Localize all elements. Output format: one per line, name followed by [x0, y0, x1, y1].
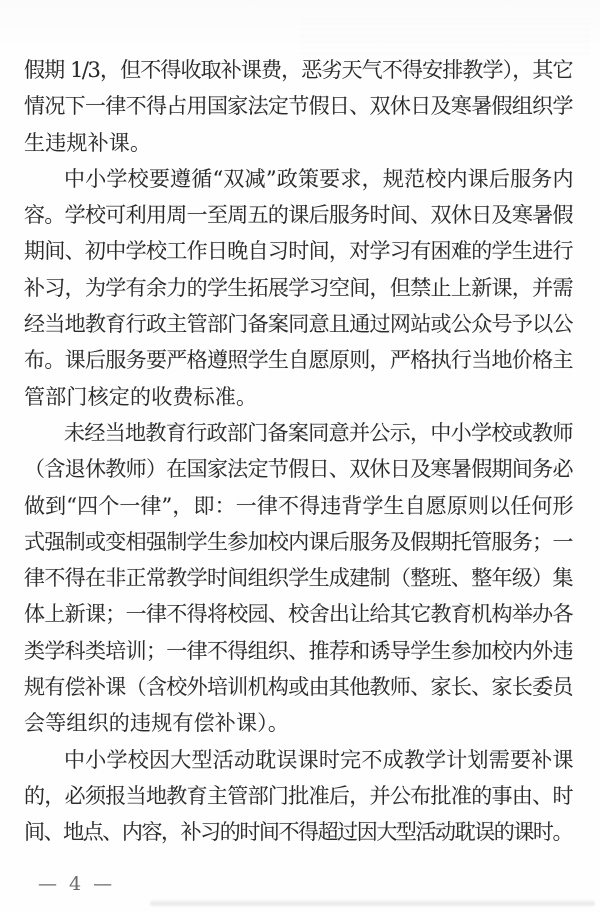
- text-line: （含退休教师）在国家法定节假日、双休日及寒暑假期间务必: [24, 457, 572, 482]
- text-line: 管部门核定的收费标准。: [24, 384, 258, 409]
- text-line: 假期 1/3，但不得收取补课费，恶劣天气不得安排教学），其它: [24, 58, 572, 82]
- text-line: 做到“四个一律”，即：一律不得违背学生自愿原则以任何形: [24, 493, 572, 518]
- text-line: 律不得在非正常教学时间组织学生成建制（整班、整年级）集: [24, 566, 572, 591]
- text-line: 生违规补课。: [24, 130, 152, 155]
- text-line: 类学科类培训；一律不得组织、推荐和诱导学生参加校内外违: [24, 638, 572, 663]
- page-number: — 4 —: [38, 873, 116, 895]
- document-body-text: [24, 52, 572, 851]
- text-line: 式强制或变相强制学生参加校内课后服务及假期托管服务；一: [24, 529, 572, 554]
- text-line: 的，必须报当地教育主管部门批准后，并公布批准的事由、时: [24, 783, 572, 808]
- text-line: 间、地点、内容，补习的时间不得超过因大型活动耽误的课时。: [24, 820, 572, 845]
- text-line: 经当地教育行政主管部门备案同意且通过网站或公众号予以公: [24, 312, 572, 337]
- text-line: 容。学校可利用周一至周五的课后服务时间、双休日及寒暑假: [24, 203, 572, 228]
- text-line: 体上新课；一律不得将校园、校舍出让给其它教育机构举办各: [24, 602, 572, 627]
- text-line: 期间、初中学校工作日晚自习时间，对学习有困难的学生进行: [24, 239, 572, 264]
- text-line: 补习，为学有余力的学生拓展学习空间，但禁止上新课，并需: [24, 275, 572, 300]
- text-line: 中小学校要遵循“双减”政策要求，规范校内课后服务内: [64, 166, 572, 191]
- text-line: 布。课后服务要严格遵照学生自愿原则，严格执行当地价格主: [24, 348, 572, 373]
- text-line: 未经当地教育行政部门备案同意并公示，中小学校或教师: [64, 420, 572, 445]
- text-line: 中小学校因大型活动耽误课时完不成教学计划需要补课: [64, 747, 572, 772]
- scan-artifact: [150, 901, 595, 906]
- text-line: 情况下一律不得占用国家法定节假日、双休日及寒暑假组织学: [24, 94, 572, 119]
- text-line: 会等组织的违规有偿补课）。: [24, 711, 290, 736]
- text-line: 规有偿补课（含校外培训机构或由其他教师、家长、家长委员: [24, 675, 572, 700]
